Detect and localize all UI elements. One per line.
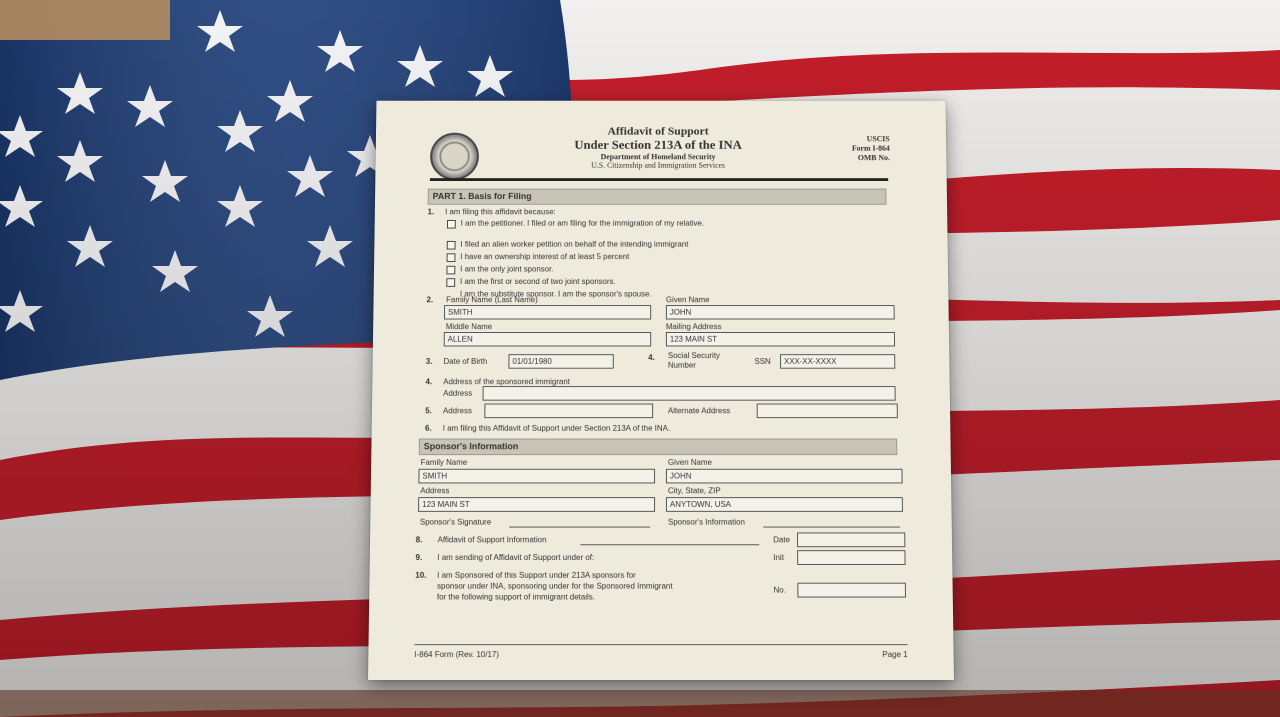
mailing-address-field[interactable]: 123 MAIN ST xyxy=(666,332,895,346)
checkbox[interactable] xyxy=(446,266,455,275)
ssn-prefix: SSN xyxy=(754,357,771,366)
signature-line xyxy=(509,527,650,528)
dob-field[interactable]: 01/01/1980 xyxy=(508,354,613,368)
middle-name-label: Middle Name xyxy=(445,322,493,332)
family-name-label: Family Name (Last Name) xyxy=(446,295,538,305)
checkbox[interactable] xyxy=(447,253,456,262)
date-field[interactable] xyxy=(797,532,905,547)
address-label: Address xyxy=(443,389,473,398)
address-label: Address xyxy=(442,406,472,416)
part1-heading: PART 1. Basis for Filing xyxy=(428,189,887,205)
part1-option: I am the petitioner. I filed or am filing for the immigration of my relative. xyxy=(460,219,705,228)
dob-label: Date of Birth xyxy=(443,357,488,366)
footer-form-id: I-864 Form (Rev. 10/17) xyxy=(414,650,500,660)
alt-address-field[interactable] xyxy=(757,404,898,419)
affirm-statement: I am filing this Affidavit of Support under Section 213A of the INA. xyxy=(442,423,671,433)
checkbox[interactable] xyxy=(447,220,456,229)
p2-name-left-label: Family Name xyxy=(420,458,468,467)
agency-name: Department of Homeland Security xyxy=(600,152,716,161)
form-header xyxy=(512,125,804,170)
part1-option: I am the only joint sponsor. xyxy=(460,264,554,274)
header-rule xyxy=(430,178,888,181)
ssn-field[interactable]: XXX-XX-XXXX xyxy=(780,354,895,368)
footer-rule xyxy=(414,644,907,645)
checkbox[interactable] xyxy=(446,278,455,287)
number-field[interactable] xyxy=(797,583,906,598)
form-id-block: USCIS Form I-864 OMB No. xyxy=(851,134,890,163)
i864-form-paper: Affidavit of Support Under Section 213A of the INA Department of Homeland Security U.S. Citizenship and Immigration Services USCIS Form I-864 OMB No. PART 1. Basis for Filing 1. I am filing this affidavit because: I am the petitioner. I filed or am filing for the immigration of my relative. I filed an alien worker petition on behalf of the intending immigrant I have an ownership interest of at least 5 percent I am the only joint sponsor. I am the first or second of two joint sponsors. I am the substitute sponsor. I am the sponsor's spouse. 2. Family Name (Last Name) Given Name SMITH JOHN Middle Name Mailing Address ALLEN 123 MAIN ST 3. Date of Birth 01/01/1980 4. Social Security Number SSN XXX-XX-XXXX 4. Address of the sponsored immigrant Address 5. Address Alternate Address 6. I am filing this Affidavit of Support under Section 213A of the INA. Sponsor's Information Family Name Given Name SMITH JOHN Address City, State, ZIP 123 MAIN ST ANYTOWN, USA Sponsor's Signature Sponsor's Information 8. Affidavit of Support Information Date 9. I am sending of Affidavit of Support under of: Init 10. I am Sponsored of this Support under 213A sponsors for sponsor under INA, sponsoring under for the Sponsored Immigrant for the following support of immigrant details. No. I-864 Form (Rev. 10/17) Page 1 xyxy=(368,101,954,680)
form-subtitle: Under Section 213A of the INA xyxy=(574,137,742,152)
address-field-2[interactable] xyxy=(484,404,653,419)
part1-option: I am the first or second of two joint sponsors. xyxy=(460,277,616,286)
q10-line1: I am Sponsored of this Support under 213A sponsors for xyxy=(437,570,636,580)
part1-option: I am the substitute sponsor. I am the sponsor's spouse. xyxy=(459,289,652,299)
p2-family-name-field[interactable]: SMITH xyxy=(418,469,655,484)
given-name-label: Given Name xyxy=(665,295,710,305)
part2-heading: Sponsor's Information xyxy=(419,439,898,456)
initials-label: Init xyxy=(773,553,784,562)
no-label: No. xyxy=(773,585,786,595)
middle-name-field[interactable]: ALLEN xyxy=(444,332,651,346)
q10-line2: sponsor under INA, sponsoring under for the Sponsored Immigrant xyxy=(437,581,673,591)
dhs-seal-icon xyxy=(430,133,479,180)
alt-address-label: Alternate Address xyxy=(667,406,731,416)
p2-info-label: Sponsor's Information xyxy=(667,517,745,527)
p2-addr-right-label: City, State, ZIP xyxy=(667,486,721,496)
p2-address-field[interactable]: 123 MAIN ST xyxy=(418,497,655,512)
p2-given-name-field[interactable]: JOHN xyxy=(666,469,903,484)
footer-page-number: Page 1 xyxy=(882,650,908,660)
q10-line3: for the following support of immigrant details. xyxy=(436,592,596,602)
p2-name-right-label: Given Name xyxy=(667,458,712,467)
part1-option: I filed an alien worker petition on behalf of the intending immigrant xyxy=(460,239,689,249)
mailing-address-label: Mailing Address xyxy=(665,322,722,332)
q8-text: Affidavit of Support Information xyxy=(437,535,547,545)
ssn-label: Social Security Number xyxy=(667,351,720,370)
part1-intro: I am filing this affidavit because: xyxy=(445,207,556,217)
sponsored-address-label: Address of the sponsored immigrant xyxy=(443,377,570,387)
part1-option: I have an ownership interest of at least 5 percent xyxy=(460,252,630,262)
q9-text: I am sending of Affidavit of Support under of: xyxy=(437,553,595,562)
checkbox[interactable] xyxy=(447,241,456,250)
agency-subname: U.S. Citizenship and Immigration Services xyxy=(591,161,725,170)
address-field[interactable] xyxy=(483,386,896,401)
form-title: Affidavit of Support xyxy=(607,124,709,138)
family-name-field[interactable]: SMITH xyxy=(444,305,651,319)
date-label: Date xyxy=(773,535,791,545)
p2-city-field[interactable]: ANYTOWN, USA xyxy=(666,497,903,512)
p2-addr-left-label: Address xyxy=(420,486,450,496)
p2-sig-label: Sponsor's Signature xyxy=(419,517,492,527)
info-line xyxy=(763,527,900,528)
given-name-field[interactable]: JOHN xyxy=(666,305,895,319)
initials-field[interactable] xyxy=(797,550,905,565)
